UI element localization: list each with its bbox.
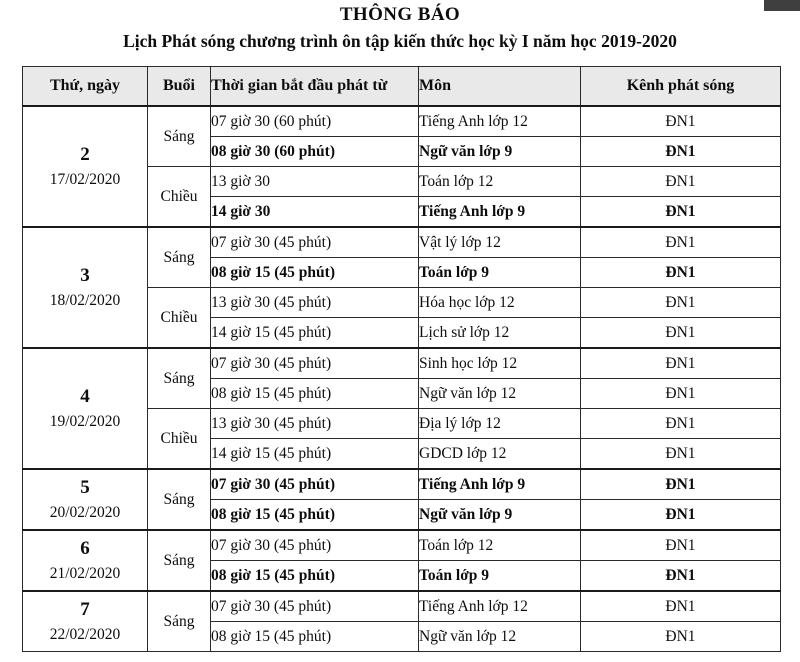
broadcast-channel: ĐN1 (581, 469, 781, 500)
day-date: 17/02/2020 (49, 171, 121, 189)
subject-name: Toán lớp 12 (419, 530, 581, 561)
broadcast-time: 08 giờ 15 (45 phút) (211, 379, 419, 409)
subject-name: GDCD lớp 12 (419, 439, 581, 470)
session-cell: Chiều (148, 409, 211, 470)
day-date: 22/02/2020 (49, 626, 121, 644)
broadcast-time: 07 giờ 30 (45 phút) (211, 469, 419, 500)
broadcast-time: 08 giờ 15 (45 phút) (211, 622, 419, 652)
day-weekday: 5 (80, 476, 90, 498)
subject-name: Vật lý lớp 12 (419, 227, 581, 258)
subject-name: Tiếng Anh lớp 9 (419, 469, 581, 500)
broadcast-channel: ĐN1 (581, 530, 781, 561)
page-title: THÔNG BÁO (339, 4, 461, 25)
subject-name: Tiếng Anh lớp 12 (419, 591, 581, 622)
broadcast-time: 14 giờ 15 (45 phút) (211, 318, 419, 349)
column-header-channel: Kênh phát sóng (581, 67, 781, 107)
day-date: 20/02/2020 (49, 504, 121, 522)
page-subtitle: Lịch Phát sóng chương trình ôn tập kiến thức học kỳ I năm học 2019-2020 (123, 31, 677, 51)
broadcast-channel: ĐN1 (581, 258, 781, 288)
subject-name: Ngữ văn lớp 12 (419, 622, 581, 652)
subject-name: Tiếng Anh lớp 12 (419, 106, 581, 137)
broadcast-time: 08 giờ 15 (45 phút) (211, 258, 419, 288)
broadcast-time: 08 giờ 30 (60 phút) (211, 137, 419, 167)
session-cell: Sáng (148, 106, 211, 167)
subject-name: Sinh học lớp 12 (419, 348, 581, 379)
table-header (23, 67, 781, 107)
broadcast-channel: ĐN1 (581, 591, 781, 622)
table-header-row (23, 67, 781, 107)
column-header-day: Thứ, ngày (23, 67, 148, 107)
day-weekday: 3 (80, 264, 90, 286)
session-cell: Sáng (148, 530, 211, 591)
broadcast-time: 14 giờ 15 (45 phút) (211, 439, 419, 470)
day-cell (23, 227, 148, 348)
day-weekday: 6 (80, 537, 90, 559)
day-cell (23, 469, 148, 530)
subject-name: Tiếng Anh lớp 9 (419, 197, 581, 228)
subject-name: Toán lớp 9 (419, 258, 581, 288)
broadcast-time: 08 giờ 15 (45 phút) (211, 500, 419, 531)
table-row (23, 227, 781, 258)
column-header-subject: Môn (419, 67, 581, 107)
broadcast-time: 13 giờ 30 (211, 167, 419, 197)
session-cell: Chiều (148, 167, 211, 228)
subject-name: Toán lớp 12 (419, 167, 581, 197)
subject-name: Lịch sử lớp 12 (419, 318, 581, 349)
session-cell: Sáng (148, 227, 211, 288)
broadcast-channel: ĐN1 (581, 409, 781, 439)
session-cell: Sáng (148, 469, 211, 530)
broadcast-time: 08 giờ 15 (45 phút) (211, 561, 419, 592)
broadcast-time: 07 giờ 30 (60 phút) (211, 106, 419, 137)
schedule-table-container (22, 66, 780, 652)
column-header-time: Thời gian bắt đầu phát từ (211, 67, 419, 107)
session-cell: Sáng (148, 591, 211, 652)
broadcast-time: 07 giờ 30 (45 phút) (211, 530, 419, 561)
broadcast-channel: ĐN1 (581, 500, 781, 531)
day-date: 19/02/2020 (49, 413, 121, 431)
broadcast-channel: ĐN1 (581, 318, 781, 349)
session-cell: Sáng (148, 348, 211, 409)
subject-name: Toán lớp 9 (419, 561, 581, 592)
broadcast-channel: ĐN1 (581, 137, 781, 167)
table-row (23, 106, 781, 137)
session-cell: Chiều (148, 288, 211, 349)
subject-name: Ngữ văn lớp 12 (419, 379, 581, 409)
broadcast-channel: ĐN1 (581, 561, 781, 592)
table-row (23, 348, 781, 379)
day-weekday: 4 (80, 385, 90, 407)
broadcast-time: 07 giờ 30 (45 phút) (211, 348, 419, 379)
column-header-session: Buổi (148, 67, 211, 107)
day-weekday: 2 (80, 143, 90, 165)
broadcast-channel: ĐN1 (581, 439, 781, 470)
broadcast-channel: ĐN1 (581, 197, 781, 228)
table-body (23, 106, 781, 652)
broadcast-channel: ĐN1 (581, 106, 781, 137)
table-row (23, 591, 781, 622)
broadcast-channel: ĐN1 (581, 167, 781, 197)
subject-name: Ngữ văn lớp 9 (419, 137, 581, 167)
broadcast-channel: ĐN1 (581, 379, 781, 409)
day-cell (23, 106, 148, 227)
broadcast-time: 07 giờ 30 (45 phút) (211, 591, 419, 622)
table-row (23, 530, 781, 561)
broadcast-schedule-table (22, 66, 781, 652)
broadcast-channel: ĐN1 (581, 348, 781, 379)
subject-name: Ngữ văn lớp 9 (419, 500, 581, 531)
day-weekday: 7 (80, 598, 90, 620)
broadcast-channel: ĐN1 (581, 288, 781, 318)
day-cell (23, 348, 148, 469)
scan-artifact (764, 0, 800, 11)
day-cell (23, 591, 148, 652)
broadcast-channel: ĐN1 (581, 622, 781, 652)
broadcast-time: 13 giờ 30 (45 phút) (211, 288, 419, 318)
subject-name: Hóa học lớp 12 (419, 288, 581, 318)
day-date: 21/02/2020 (49, 565, 121, 583)
broadcast-time: 07 giờ 30 (45 phút) (211, 227, 419, 258)
day-cell (23, 530, 148, 591)
day-date: 18/02/2020 (49, 292, 121, 310)
broadcast-time: 13 giờ 30 (45 phút) (211, 409, 419, 439)
table-row (23, 469, 781, 500)
broadcast-time: 14 giờ 30 (211, 197, 419, 228)
broadcast-channel: ĐN1 (581, 227, 781, 258)
document-header (0, 0, 800, 53)
subject-name: Địa lý lớp 12 (419, 409, 581, 439)
